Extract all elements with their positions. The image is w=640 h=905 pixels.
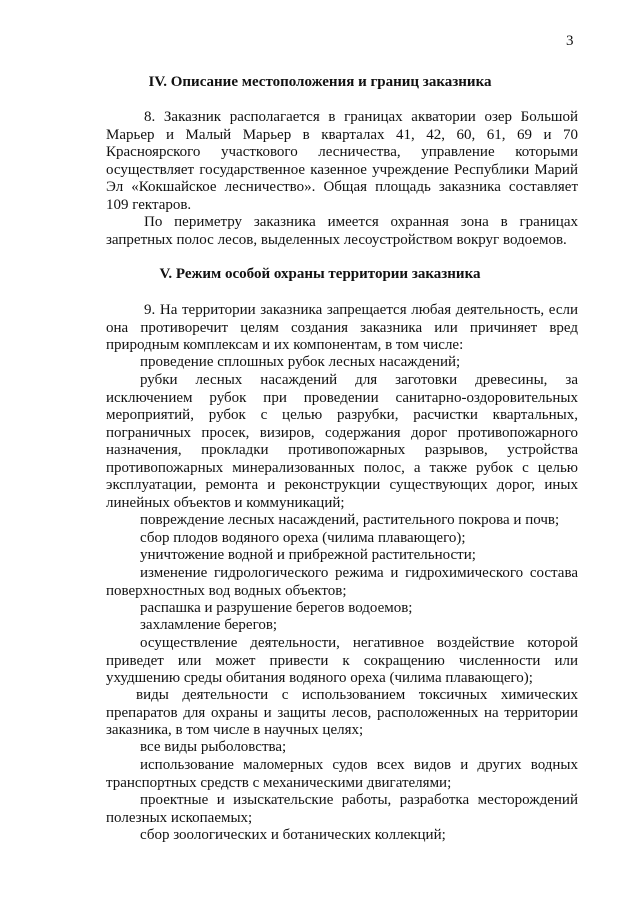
paragraph-protection-zone: По периметру заказника имеется охранная зона в границах запретных полос лесов, выделенных лесоустройством вокруг водоемов. bbox=[106, 214, 578, 248]
section-4-title: IV. Описание местоположения и границ заказника bbox=[148, 74, 492, 90]
paragraph-9-intro: 9. На территории заказника запрещается любая деятельность, если она противоречит целям создания заказника или причиняет вред природным комплексам и их компонентам, в том числе: bbox=[106, 302, 578, 353]
list-item: использование маломерных судов всех видов и других водных транспортных средств с механическими двигателями; bbox=[106, 757, 578, 791]
list-item: изменение гидрологического режима и гидрохимического состава поверхностных вод водных объектов; bbox=[106, 565, 578, 599]
list-item: распашка и разрушение берегов водоемов; bbox=[140, 600, 413, 616]
list-item: проектные и изыскательские работы, разработка месторождений полезных ископаемых; bbox=[106, 792, 578, 826]
page-number: 3 bbox=[566, 33, 574, 49]
list-item: проведение сплошных рубок лесных насаждений; bbox=[140, 354, 461, 370]
list-item: сбор зоологических и ботанических коллекций; bbox=[140, 827, 446, 843]
list-item: все виды рыболовства; bbox=[140, 739, 287, 755]
list-item: захламление берегов; bbox=[140, 617, 278, 633]
list-item: виды деятельности с использованием токсичных химических препаратов для охраны и защиты лесов, расположенных на территории заказника, в том числе в научных целях; bbox=[106, 687, 578, 738]
paragraph-8: 8. Заказник располагается в границах акватории озер Большой Марьер и Малый Марьер в кварталах 41, 42, 60, 61, 69 и 70 Красноярского участкового лесничества, управление которыми осуществляет государственное казенное учреждение Республики Марий Эл «Кокшайское лесничество». Общая площадь заказника составляет 109 гектаров. bbox=[106, 109, 578, 213]
list-item: осуществление деятельности, негативное воздействие которой приведет или может привести к сокращению численности или ухудшению среды обитания водяного ореха (чилима плавающего); bbox=[106, 635, 578, 686]
list-item: уничтожение водной и прибрежной растительности; bbox=[140, 547, 476, 563]
list-item: повреждение лесных насаждений, растительного покрова и почв; bbox=[140, 512, 560, 528]
list-item: сбор плодов водяного ореха (чилима плавающего); bbox=[140, 530, 466, 546]
list-item: рубки лесных насаждений для заготовки древесины, за исключением рубок при проведении санитарно-оздоровительных мероприятий, рубок с целью разрубки, расчистки квартальных, пограничных просек, визиров, содержания дорог противопожарного назначения, прокладки противопожарных разрывов, устройства противопожарных минерализованных полос, а также рубок с целью эксплуатации, ремонта и реконструкции существующих дорог, иных линейных объектов и коммуникаций; bbox=[106, 372, 578, 511]
section-5-title: V. Режим особой охраны территории заказника bbox=[159, 266, 481, 282]
